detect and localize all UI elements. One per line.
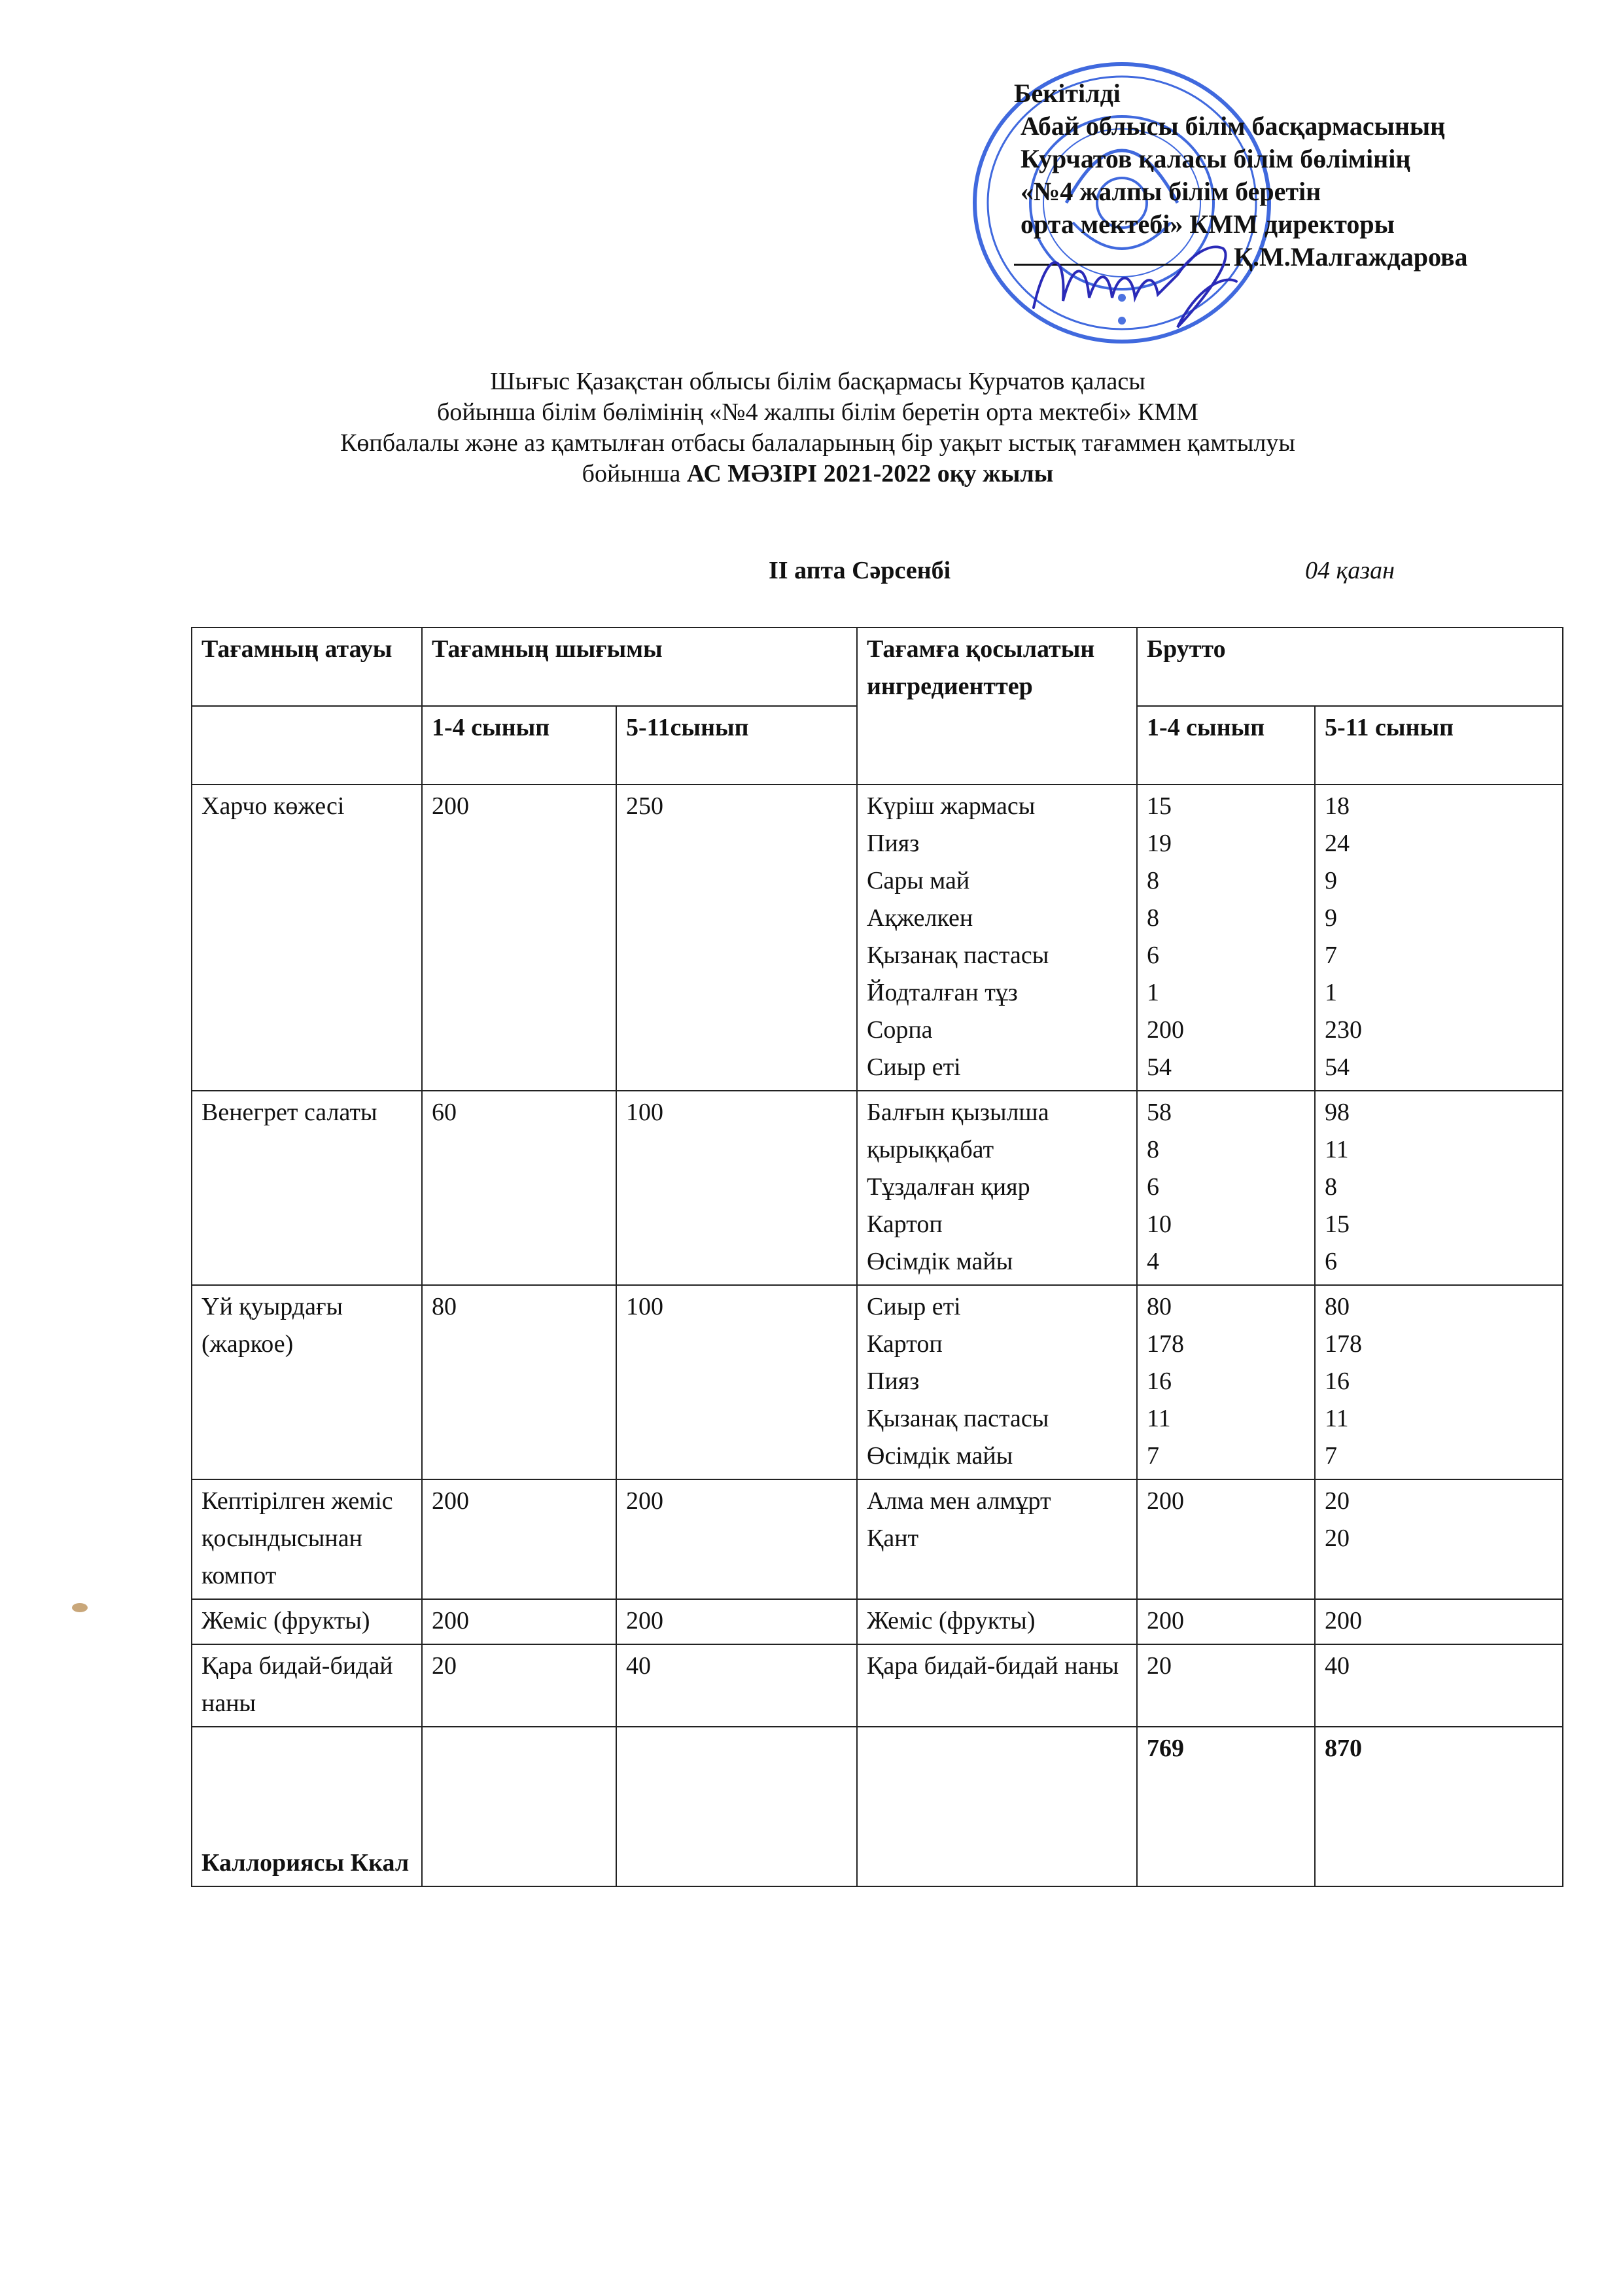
calories-value: 870 xyxy=(1325,1735,1362,1762)
brutto-value xyxy=(1147,1520,1308,1557)
header-dish-name: Тағамның атауы xyxy=(192,627,422,706)
brutto-value: 178 xyxy=(1147,1330,1184,1358)
heading-line-3: Көпбалалы және аз қамтылған отбасы балаларының бір уақыт ыстық тағаммен қамтылуы xyxy=(340,429,1295,457)
ingredients-list xyxy=(857,1644,1137,1727)
brutto-5-11-list xyxy=(1315,785,1563,1091)
calories-value: 769 xyxy=(1147,1735,1184,1762)
ingredient-item: Пияз xyxy=(867,1368,920,1395)
brutto-value: 4 xyxy=(1147,1248,1159,1275)
output-1-4: 20 xyxy=(422,1644,616,1727)
ingredient-item: Пияз xyxy=(867,830,920,857)
dish-name: Қара бидай-бидай наны xyxy=(192,1644,422,1727)
approval-line: орта мектебі» КММ директоры xyxy=(1021,209,1395,239)
header-ingredients: Тағамға қосылатын ингредиенттер xyxy=(857,627,1137,785)
ingredient-item: Қара бидай-бидай наны xyxy=(867,1652,1119,1680)
output-1-4: 200 xyxy=(422,785,616,1091)
brutto-value: 80 xyxy=(1147,1293,1172,1320)
brutto-value: 11 xyxy=(1325,1405,1349,1432)
menu-title: АС МӘЗІРІ 2021-2022 оқу жылы xyxy=(686,460,1054,487)
brutto-5-11-list xyxy=(1315,1091,1563,1285)
brutto-value: 8 xyxy=(1147,867,1159,894)
ingredient-item: Ақжелкен xyxy=(867,904,973,932)
brutto-value: 10 xyxy=(1147,1210,1172,1238)
header-output: Тағамның шығымы xyxy=(422,627,857,706)
brutto-value: 11 xyxy=(1325,1136,1349,1163)
heading-line-4-prefix: бойынша xyxy=(582,460,687,487)
heading-line-4 xyxy=(196,459,1439,489)
ingredient-item: Балғын қызылша xyxy=(867,1099,1049,1126)
brutto-value: 6 xyxy=(1325,1248,1337,1275)
ingredient-item: Картоп xyxy=(867,1210,943,1238)
brutto-value: 7 xyxy=(1325,942,1337,969)
ingredient-item: Алма мен алмұрт xyxy=(867,1487,1051,1515)
empty-cell xyxy=(616,1727,857,1886)
ingredients-list xyxy=(857,1091,1137,1285)
brutto-1-4-list xyxy=(1137,785,1315,1091)
brutto-1-4-list xyxy=(1137,1479,1315,1599)
brutto-value: 7 xyxy=(1147,1442,1159,1470)
brutto-value: 80 xyxy=(1325,1293,1350,1320)
ingredient-item: Қызанақ пастасы xyxy=(867,942,1049,969)
ingredient-item: Өсімдік майы xyxy=(867,1248,1013,1275)
date-label: 04 қазан xyxy=(1305,557,1395,584)
calories-total-5-11 xyxy=(1315,1727,1563,1886)
menu-table xyxy=(191,627,1563,1887)
ingredient-item: Сиыр еті xyxy=(867,1053,961,1081)
document-heading xyxy=(196,366,1439,489)
header-brutto-1-4: 1-4 сынып xyxy=(1137,706,1315,785)
output-1-4: 60 xyxy=(422,1091,616,1285)
ingredients-list xyxy=(857,785,1137,1091)
brutto-value: 16 xyxy=(1325,1368,1350,1395)
brutto-value: 200 xyxy=(1147,1016,1184,1044)
brutto-value: 16 xyxy=(1147,1368,1172,1395)
ingredients-list xyxy=(857,1599,1137,1644)
brutto-value: 54 xyxy=(1147,1053,1172,1081)
brutto-value: 15 xyxy=(1325,1210,1350,1238)
calories-label-cell xyxy=(192,1727,422,1886)
header-brutto-5-11: 5-11 сынып xyxy=(1315,706,1563,785)
brutto-value: 178 xyxy=(1325,1330,1362,1358)
output-1-4: 200 xyxy=(422,1599,616,1644)
brutto-value: 98 xyxy=(1325,1099,1350,1126)
heading-line-1: Шығыс Қазақстан облысы білім басқармасы Курчатов қаласы xyxy=(490,368,1145,395)
brutto-5-11-list xyxy=(1315,1479,1563,1599)
dish-name: Венегрет салаты xyxy=(192,1091,422,1285)
ingredient-item: Сиыр еті xyxy=(867,1293,961,1320)
output-5-11: 250 xyxy=(616,785,857,1091)
output-1-4: 80 xyxy=(422,1285,616,1479)
brutto-value: 11 xyxy=(1147,1405,1171,1432)
ingredient-item: Сорпа xyxy=(867,1016,933,1044)
brutto-value: 24 xyxy=(1325,830,1350,857)
calories-label: Каллориясы Ккал xyxy=(201,1849,410,1877)
ingredient-item: Қант xyxy=(867,1525,919,1552)
brutto-value: 40 xyxy=(1325,1652,1350,1680)
dish-name: Үй қуырдағы (жаркое) xyxy=(192,1285,422,1479)
week-day-label: II апта Сәрсенбі xyxy=(769,557,951,584)
brutto-value: 18 xyxy=(1325,792,1350,820)
approval-line: Курчатов қаласы білім бөлімінің xyxy=(1021,144,1411,173)
table-row xyxy=(192,1479,1563,1599)
approval-line: Бекітілді xyxy=(1014,79,1121,108)
brutto-5-11-list xyxy=(1315,1644,1563,1727)
brutto-value: 6 xyxy=(1147,942,1159,969)
brutto-1-4-list xyxy=(1137,1644,1315,1727)
dish-name: Харчо көжесі xyxy=(192,785,422,1091)
brutto-value: 8 xyxy=(1147,904,1159,932)
dish-name: Кептірілген жеміс қосындысынан компот xyxy=(192,1479,422,1599)
approval-line: Абай облысы білім басқармасының xyxy=(1021,111,1446,141)
output-5-11: 200 xyxy=(616,1479,857,1599)
table-row xyxy=(192,1599,1563,1644)
output-5-11: 40 xyxy=(616,1644,857,1727)
header-brutto: Брутто xyxy=(1137,627,1563,706)
brutto-value: 1 xyxy=(1147,979,1159,1006)
signatory-name: Қ.М.Малгаждарова xyxy=(1234,242,1468,272)
director-signature xyxy=(1027,236,1249,334)
brutto-value: 8 xyxy=(1147,1136,1159,1163)
calories-row xyxy=(192,1727,1563,1886)
ingredient-item: Өсімдік майы xyxy=(867,1442,1013,1470)
scan-speck xyxy=(72,1603,88,1612)
ingredient-item: қырыққабат xyxy=(867,1136,994,1163)
table-row xyxy=(192,785,1563,1091)
empty-cell xyxy=(422,1727,616,1886)
brutto-value: 7 xyxy=(1325,1442,1337,1470)
table-row xyxy=(192,1091,1563,1285)
brutto-value: 20 xyxy=(1147,1652,1172,1680)
brutto-value: 8 xyxy=(1325,1173,1337,1201)
approval-line: «№4 жалпы білім беретін xyxy=(1021,177,1321,206)
brutto-value: 15 xyxy=(1147,792,1172,820)
brutto-value: 230 xyxy=(1325,1016,1362,1044)
ingredients-list xyxy=(857,1479,1137,1599)
brutto-value: 200 xyxy=(1325,1607,1362,1634)
brutto-value: 54 xyxy=(1325,1053,1350,1081)
ingredient-item: Картоп xyxy=(867,1330,943,1358)
brutto-value: 19 xyxy=(1147,830,1172,857)
ingredient-item: Тұздалған қияр xyxy=(867,1173,1030,1201)
header-output-1-4: 1-4 сынып xyxy=(422,706,616,785)
header-empty xyxy=(192,706,422,785)
ingredient-item: Жеміс (фрукты) xyxy=(867,1607,1036,1634)
dish-name: Жеміс (фрукты) xyxy=(192,1599,422,1644)
brutto-value: 200 xyxy=(1147,1607,1184,1634)
brutto-value: 9 xyxy=(1325,867,1337,894)
heading-line-2: бойынша білім бөлімінің «№4 жалпы білім беретін орта мектебі» КММ xyxy=(437,398,1198,426)
brutto-1-4-list xyxy=(1137,1285,1315,1479)
calories-total-1-4 xyxy=(1137,1727,1315,1886)
brutto-value: 20 xyxy=(1325,1487,1350,1515)
output-5-11: 100 xyxy=(616,1091,857,1285)
table-row xyxy=(192,1285,1563,1479)
brutto-5-11-list xyxy=(1315,1599,1563,1644)
brutto-1-4-list xyxy=(1137,1091,1315,1285)
ingredient-item: Қызанақ пастасы xyxy=(867,1405,1049,1432)
table-row xyxy=(192,1644,1563,1727)
ingredient-item: Йодталған тұз xyxy=(867,979,1018,1006)
brutto-1-4-list xyxy=(1137,1599,1315,1644)
brutto-value: 20 xyxy=(1325,1525,1350,1552)
ingredient-item: Сары май xyxy=(867,867,970,894)
output-5-11: 100 xyxy=(616,1285,857,1479)
ingredient-item: Күріш жармасы xyxy=(867,792,1036,820)
brutto-value: 200 xyxy=(1147,1487,1184,1515)
brutto-value: 58 xyxy=(1147,1099,1172,1126)
brutto-value: 9 xyxy=(1325,904,1337,932)
brutto-value: 1 xyxy=(1325,979,1337,1006)
brutto-5-11-list xyxy=(1315,1285,1563,1479)
header-output-5-11: 5-11сынып xyxy=(616,706,857,785)
output-5-11: 200 xyxy=(616,1599,857,1644)
brutto-value: 6 xyxy=(1147,1173,1159,1201)
table-header-row xyxy=(192,627,1563,706)
empty-cell xyxy=(857,1727,1137,1886)
output-1-4: 200 xyxy=(422,1479,616,1599)
ingredients-list xyxy=(857,1285,1137,1479)
